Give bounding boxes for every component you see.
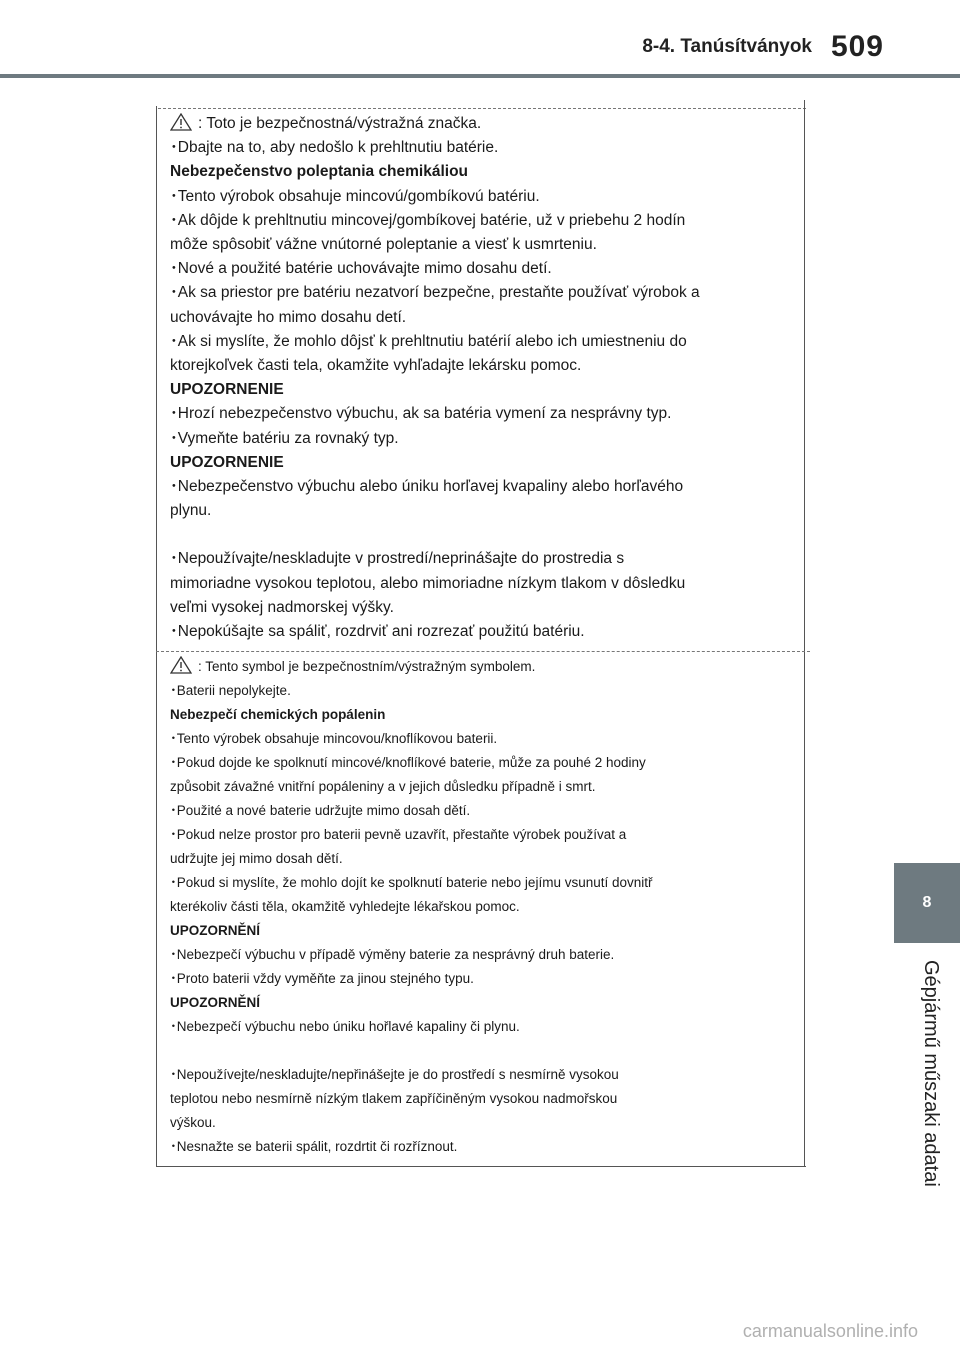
line-text: ･Nebezpečí výbuchu v případě výměny baterie za nesprávný druh baterie. — [170, 947, 615, 962]
line-text: udržujte jej mimo dosah dětí. — [170, 851, 343, 866]
line-text: ･Nebezpečí výbuchu nebo úniku hořlavé kapaliny či plynu. — [170, 1019, 520, 1034]
line-text: ･Dbajte na to, aby nedošlo k prehltnutiu batérie. — [170, 139, 499, 157]
watermark: carmanualsonline.info — [742, 1321, 918, 1341]
line-text: způsobit závažné vnitřní popáleniny a v jejich důsledku případně i smrt. — [170, 779, 596, 794]
page-header — [0, 0, 960, 80]
line-text: ･Nepokúšajte sa spáliť, rozdrviť ani rozrezať použitú batériu. — [170, 623, 585, 641]
line-text: môže spôsobiť vážne vnútorné poleptanie a viesť k usmrteniu. — [170, 236, 597, 254]
text-line — [170, 751, 792, 775]
warning-triangle-icon — [170, 656, 192, 674]
line-text: UPOZORNENIE — [170, 453, 284, 471]
line-text: ･Tento výrobek obsahuje mincovou/knoflíkovou baterii. — [170, 731, 498, 746]
text-line — [170, 1087, 792, 1111]
line-text: ･Baterii nepolykejte. — [170, 683, 291, 698]
text-line — [170, 475, 792, 499]
line-text: mimoriadne vysokou teplotou, alebo mimoriadne nízkym tlakom v dôsledku — [170, 574, 686, 592]
text-line — [170, 1063, 792, 1087]
line-text: UPOZORNENIE — [170, 381, 284, 399]
section-heading — [170, 378, 792, 402]
text-line — [170, 572, 792, 596]
line-text: ･Tento výrobok obsahuje mincovú/gombíkovú batériu. — [170, 187, 540, 205]
line-text: : Tento symbol je bezpečnostním/výstražným symbolem. — [198, 659, 536, 674]
text-line — [170, 1015, 792, 1039]
text-line — [170, 775, 792, 799]
section-title: 8-4. Tanúsítványok — [642, 36, 812, 57]
line-text: kterékoliv části těla, okamžitě vyhledejte lékařskou pomoc. — [170, 899, 520, 914]
line-text: výškou. — [170, 1115, 216, 1130]
header-rule — [0, 74, 960, 78]
czech-warning-panel — [170, 655, 792, 1159]
line-text: ･Nepoužívejte/neskladujte/nepřinášejte je do prostředí s nesmírně vysokou — [170, 1067, 619, 1082]
section-heading — [170, 451, 792, 475]
text-line — [170, 1111, 792, 1135]
line-text: uchovávajte ho mimo dosahu detí. — [170, 308, 407, 326]
line-text: : Toto je bezpečnostná/výstražná značka. — [198, 115, 482, 132]
line-text: ･Nesnažte se baterii spálit, rozdrtit či rozříznout. — [170, 1139, 458, 1154]
line-text: ･Pokud si myslíte, že mohlo dojít ke spolknutí baterie nebo jejímu vsunutí dovnitř — [170, 875, 653, 890]
line-text: UPOZORNĚNÍ — [170, 923, 261, 938]
text-line — [170, 967, 792, 991]
text-line — [170, 402, 792, 426]
line-text: ･Nebezpečenstvo výbuchu alebo úniku horľavej kvapaliny alebo horľavého — [170, 478, 684, 496]
text-line — [170, 620, 792, 644]
section-heading — [170, 703, 792, 727]
slovak-warning-panel — [170, 112, 792, 644]
text-line — [170, 306, 792, 330]
page-number: 509 — [830, 30, 884, 63]
line-text: ･Ak dôjde k prehltnutiu mincovej/gombíkovej batérie, už v priebehu 2 hodín — [170, 211, 686, 229]
text-line — [170, 354, 792, 378]
line-text: ･Proto baterii vždy vyměňte za jinou stejného typu. — [170, 971, 474, 986]
line-text: ･Ak si myslíte, že mohlo dôjsť k prehltnutiu batérií alebo ich umiestneniu do — [170, 332, 687, 350]
section-heading — [170, 160, 792, 184]
paragraph-gap — [170, 523, 792, 547]
text-line — [170, 427, 792, 451]
line-text: ･Vymeňte batériu za rovnaký typ. — [170, 429, 399, 447]
line-text: teplotou nebo nesmírně nízkým tlakem zapříčiněným vysokou nadmořskou — [170, 1091, 618, 1106]
text-line — [170, 209, 792, 233]
text-line — [170, 1135, 792, 1159]
text-line — [170, 257, 792, 281]
line-text: UPOZORNĚNÍ — [170, 995, 261, 1010]
text-line — [170, 799, 792, 823]
chapter-tab — [894, 863, 960, 943]
chapter-number: 8 — [922, 894, 932, 911]
text-line — [170, 679, 792, 703]
text-line — [170, 112, 792, 136]
line-text: ktorejkoľvek časti tela, okamžite vyhľadajte lekársku pomoc. — [170, 357, 582, 375]
line-text: ･Použité a nové baterie udržujte mimo dosah dětí. — [170, 803, 471, 818]
text-line — [170, 281, 792, 305]
text-line — [170, 823, 792, 847]
text-line — [170, 895, 792, 919]
text-line — [170, 136, 792, 160]
text-line — [170, 499, 792, 523]
section-heading — [170, 919, 792, 943]
line-text: veľmi vysokej nadmorskej výšky. — [170, 598, 394, 616]
line-text: ･Pokud dojde ke spolknutí mincové/knoflíkové baterie, může za pouhé 2 hodiny — [170, 755, 646, 770]
line-text: Nebezpečenstvo poleptania chemikáliou — [170, 163, 469, 181]
paragraph-gap — [170, 1039, 792, 1063]
text-line — [170, 727, 792, 751]
text-line — [170, 547, 792, 571]
warning-triangle-icon — [170, 113, 192, 131]
text-line — [170, 233, 792, 257]
text-line — [170, 596, 792, 620]
text-line — [170, 655, 792, 679]
text-line — [170, 847, 792, 871]
line-text: ･Nepoužívajte/neskladujte v prostredí/neprinášajte do prostredia s — [170, 550, 625, 568]
text-line — [170, 871, 792, 895]
line-text: ･Pokud nelze prostor pro baterii pevně uzavřít, přestaňte výrobek používat a — [170, 827, 627, 842]
line-text: ･Nové a použité batérie uchovávajte mimo dosahu detí. — [170, 260, 552, 278]
chapter-label: Gépjármű műszaki adatai — [920, 960, 942, 1187]
text-line — [170, 330, 792, 354]
line-text: ･Hrozí nebezpečenstvo výbuchu, ak sa batéria vymení za nesprávny typ. — [170, 405, 672, 423]
line-text: ･Ak sa priestor pre batériu nezatvorí bezpečne, prestaňte používať výrobok a — [170, 284, 700, 302]
line-text: plynu. — [170, 502, 212, 520]
section-heading — [170, 991, 792, 1015]
line-text: Nebezpečí chemických popálenin — [170, 707, 386, 722]
text-line — [170, 185, 792, 209]
text-line — [170, 943, 792, 967]
